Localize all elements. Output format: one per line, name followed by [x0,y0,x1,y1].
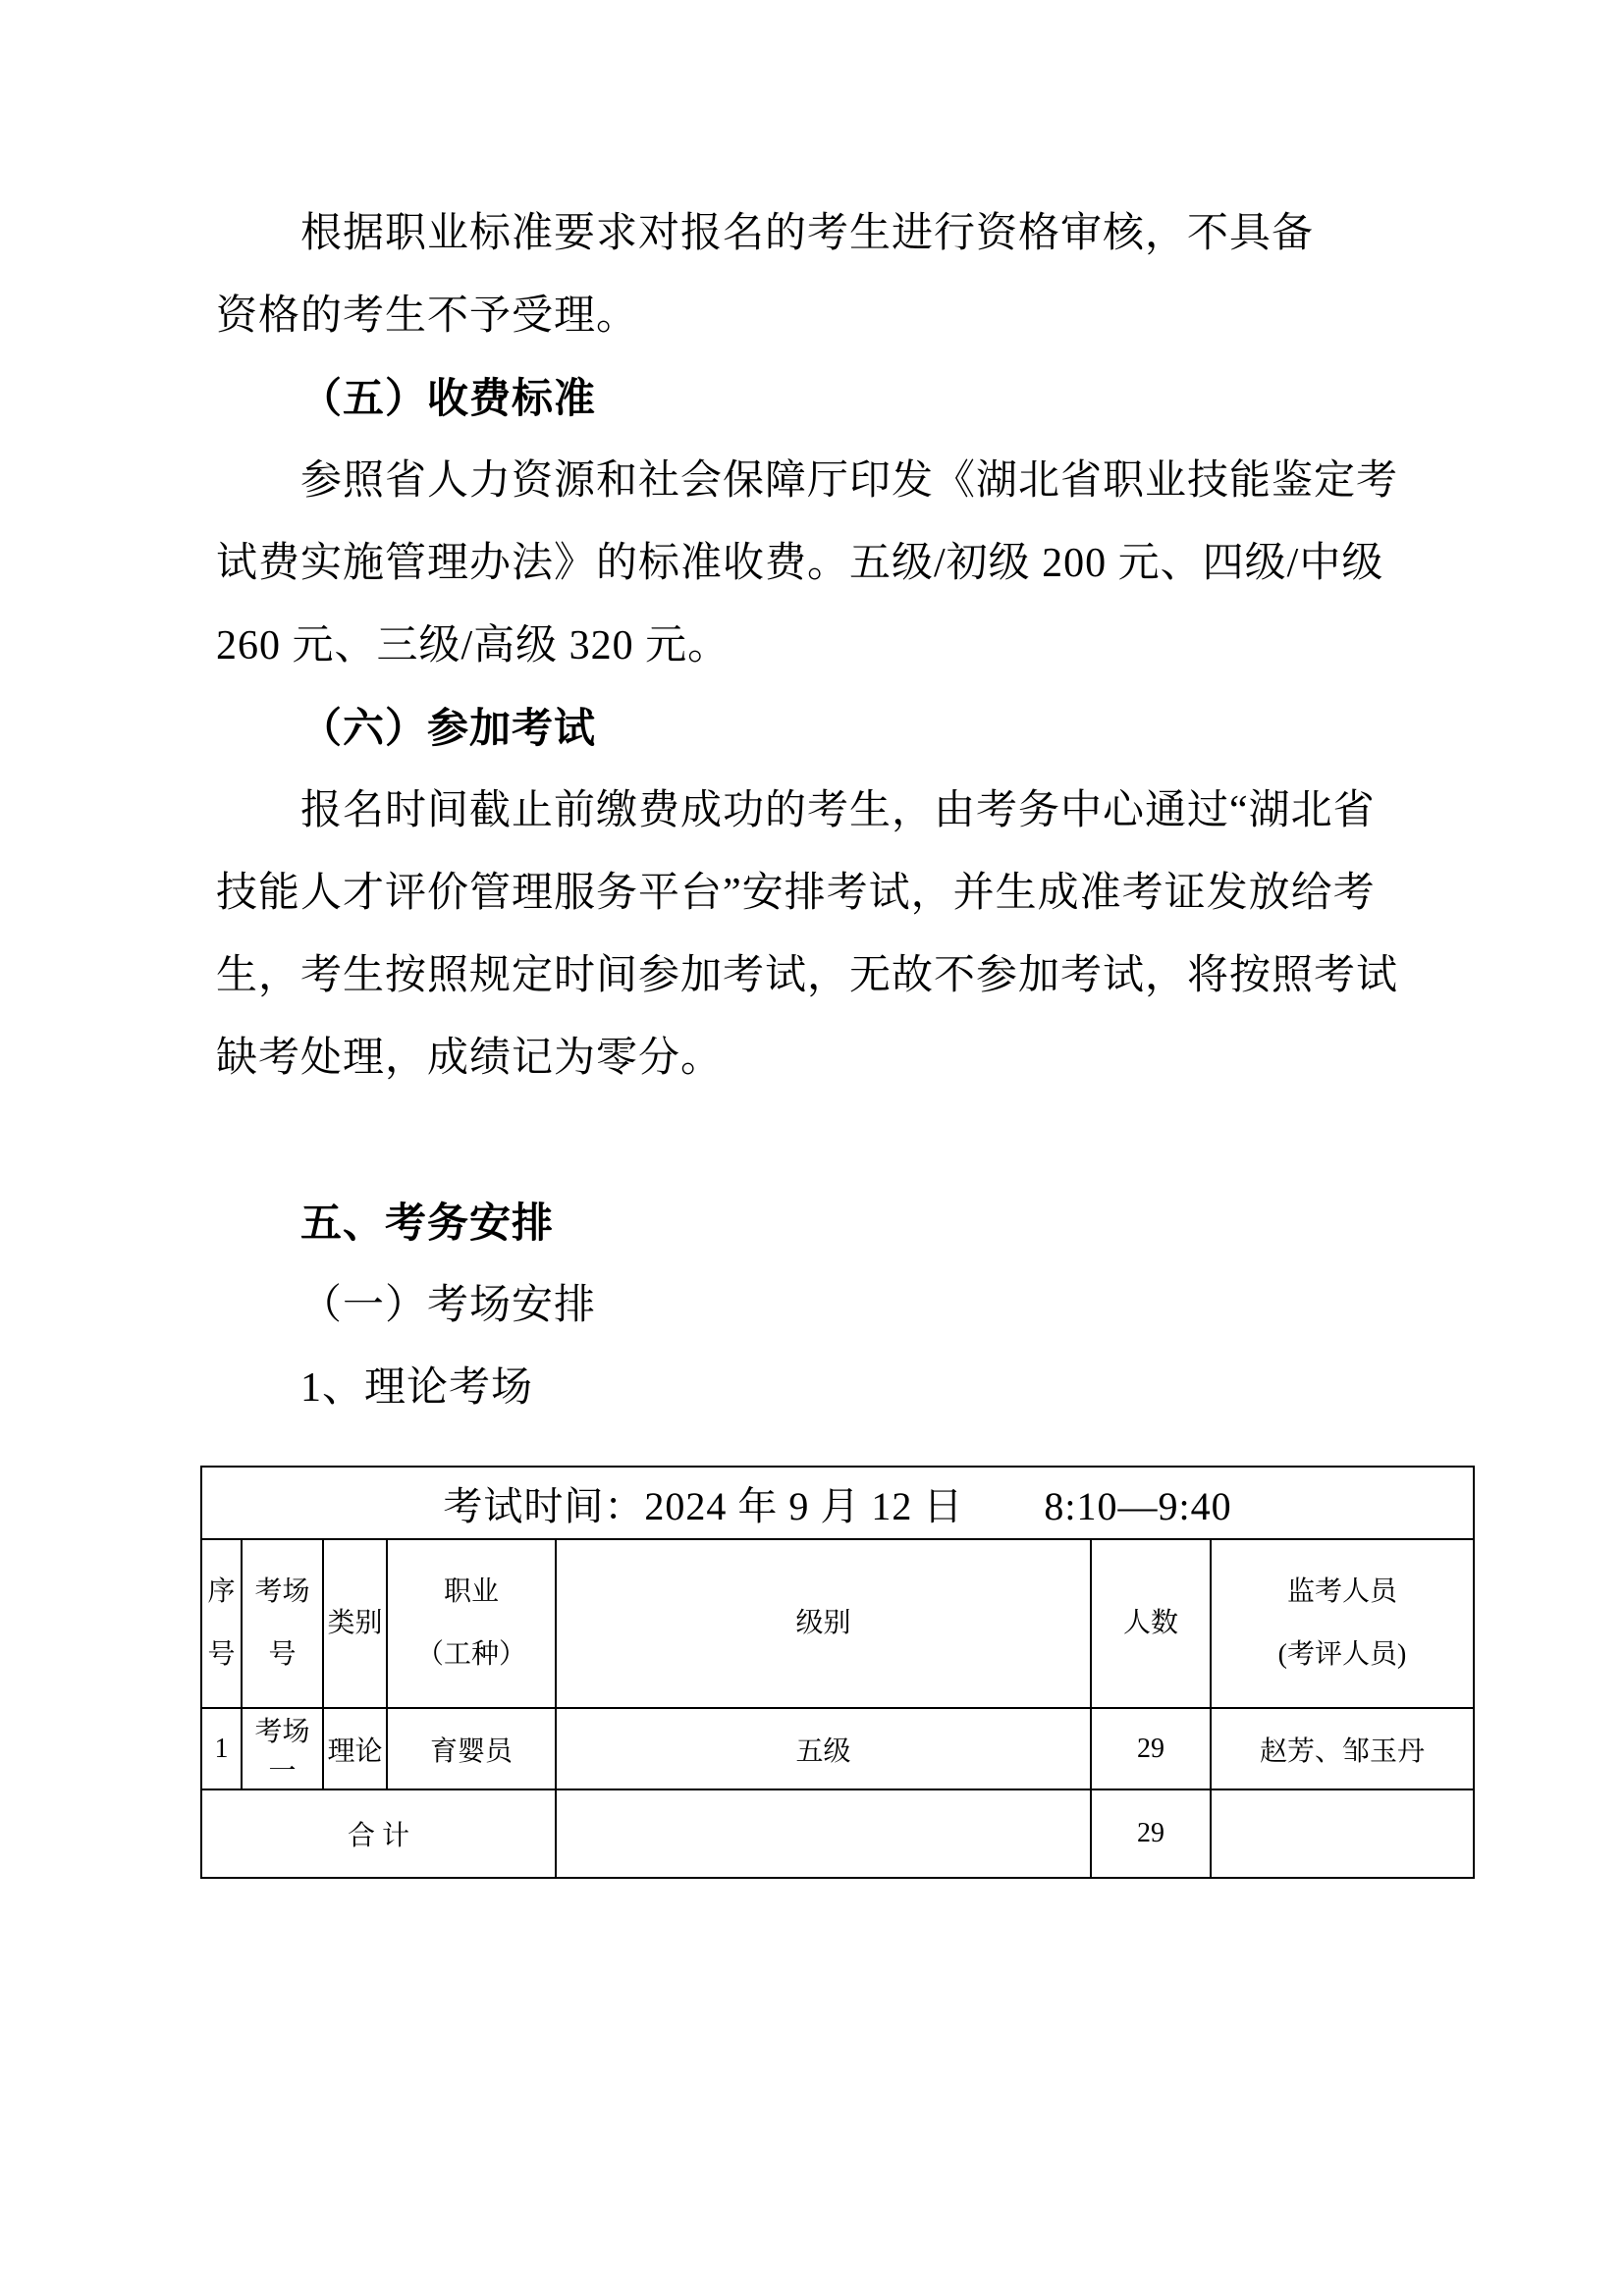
col-header-jiankao-line2: (考评人员) [1277,1639,1407,1670]
theory-exam-table [200,1466,1475,1879]
cell-xuhao: 1 [201,1708,242,1789]
col-header-jiankao [1211,1539,1474,1708]
cell-zhiye: 育婴员 [387,1708,556,1789]
total-label: 合 计 [201,1789,556,1878]
paragraph-exam-line1: 报名时间截止前缴费成功的考生，由考务中心通过“湖北省 [300,788,1376,833]
total-jiankao [1211,1789,1474,1878]
table-title-row [201,1467,1474,1539]
col-header-xuhao [201,1539,242,1708]
table-header-row [201,1539,1474,1708]
col-header-zhiye-line1: 职业 [443,1576,499,1607]
paragraph-exam-line4: 缺考处理，成绩记为零分。 [216,1036,724,1081]
heading-fee-standard: （五）收费标准 [300,375,597,421]
heading-theory-room: 1、理论考场 [300,1365,534,1411]
col-header-xuhao-line2: 号 [207,1639,236,1670]
col-header-kaochanghao: 考场号 [242,1539,323,1708]
document-body [216,192,1399,1429]
col-header-zhiye [387,1539,556,1708]
cell-jiankao: 赵芳、邹玉丹 [1211,1708,1474,1789]
paragraph-fee-line2: 试费实施管理办法》的标准收费。五级/初级 200 元、四级/中级 [216,541,1384,586]
col-header-jibie: 级别 [556,1539,1091,1708]
paragraph-audit-line2: 资格的考生不予受理。 [216,294,639,339]
paragraph-fee-line1: 参照省人力资源和社会保障厅印发《湖北省职业技能鉴定考 [300,458,1399,504]
cell-kaochanghao: 考场一 [242,1708,323,1789]
paragraph-audit-line1: 根据职业标准要求对报名的考生进行资格审核，不具备 [300,211,1315,256]
col-header-renshu: 人数 [1091,1539,1211,1708]
paragraph-exam-line2: 技能人才评价管理服务平台”安排考试，并生成准考证发放给考 [216,871,1376,916]
heading-take-exam: （六）参加考试 [300,705,597,751]
cell-leibie: 理论 [323,1708,387,1789]
col-header-zhiye-line2: （工种） [415,1639,526,1670]
paragraph-exam-line3: 生，考生按照规定时间参加考试，无故不参加考试，将按照考试 [216,953,1399,998]
heading-room-arrangement: （一）考场安排 [300,1283,597,1328]
col-header-jiankao-line1: 监考人员 [1287,1576,1398,1607]
cell-renshu: 29 [1091,1708,1211,1789]
paragraph-fee-line3: 260 元、三级/高级 320 元。 [216,623,731,668]
col-header-xuhao-line1: 序 [207,1576,236,1607]
cell-jibie: 五级 [556,1708,1091,1789]
col-header-leibie: 类别 [323,1539,387,1708]
table-total-row [201,1789,1474,1878]
heading-exam-affairs: 五、考务安排 [300,1200,555,1246]
exam-time-title: 考试时间：2024 年 9 月 12 日 8:10—9:40 [201,1467,1474,1539]
table-row [201,1708,1474,1789]
total-renshu: 29 [1091,1789,1211,1878]
total-jibie [556,1789,1091,1878]
